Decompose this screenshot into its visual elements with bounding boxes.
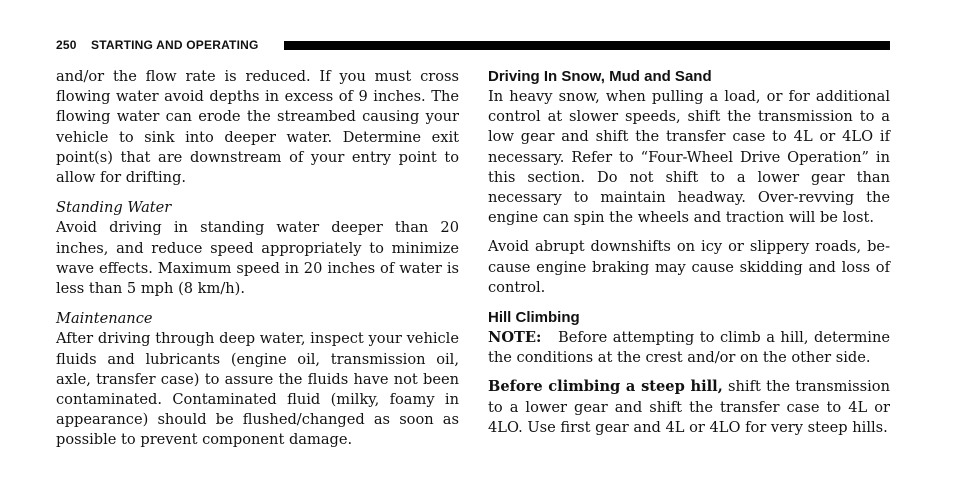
steep-hill-lead: Before climbing a steep hill,: [488, 378, 723, 396]
steep-hill-text: shift the transmission to a lower gear and shift the transfer case to 4L or 4LO. Use first gear and 4L or 4LO for very steep hills.: [488, 378, 890, 436]
snow-mud-sand-heading: Driving In Snow, Mud and Sand: [488, 68, 712, 85]
maintenance-heading: Maintenance: [56, 310, 153, 328]
snow-paragraph-2: Avoid abrupt downshifts on icy or slippery roads, because engine braking may cause skidding and loss of control.: [488, 238, 890, 296]
snow-paragraph-1: In heavy snow, when pulling a load, or for additional control at slower speeds, shift the transmission to a low gear and shift the transfer case to 4L or 4LO if necessary. Refer to “Four-Wheel Drive Operation” in this section. Do not shift to a lower gear than necessary to maintain headway. Over-revving the engine can spin the wheels and traction will be lost.: [488, 88, 890, 227]
maintenance-paragraph: After driving through deep water, inspect your vehicle fluids and lubricants (engine oil, transmission oil, axle, transfer case) to assure the fluids have not been contaminated. Contaminated fluid (milky, foamy in appearance) should be flushed/changed as soon as possible to prevent component damage.: [56, 330, 459, 449]
note-paragraph: [488, 328, 890, 368]
steep-hill-paragraph: [488, 377, 890, 438]
left-column: [56, 67, 459, 451]
hill-climbing-heading: Hill Climbing: [488, 309, 580, 327]
note-text: Before attempting to climb a hill, determine the conditions at the crest and/or on the other side.: [488, 329, 891, 367]
standing-water-paragraph: Avoid driving in standing water deeper than 20 inches, and reduce speed appropriately to minimize wave effects. Maximum speed in 20 inches of water is less than 5 mph (8 km/h).: [56, 219, 459, 298]
flowing-water-paragraph: and/or the flow rate is reduced. If you must cross flowing water avoid depths in excess of 9 inches. The flowing water can erode the streambed causing your vehicle to sink into deeper water. Determine exit point(s) that are downstream of your entry point to allow for drifting.: [56, 68, 459, 187]
note-label: NOTE:: [488, 329, 542, 347]
standing-water-heading: Standing Water: [56, 199, 172, 217]
right-column: [488, 67, 890, 438]
page-number: 250: [56, 38, 77, 52]
page-header: [56, 38, 890, 52]
header-rule: [284, 41, 890, 50]
section-title: STARTING AND OPERATING: [91, 38, 259, 52]
